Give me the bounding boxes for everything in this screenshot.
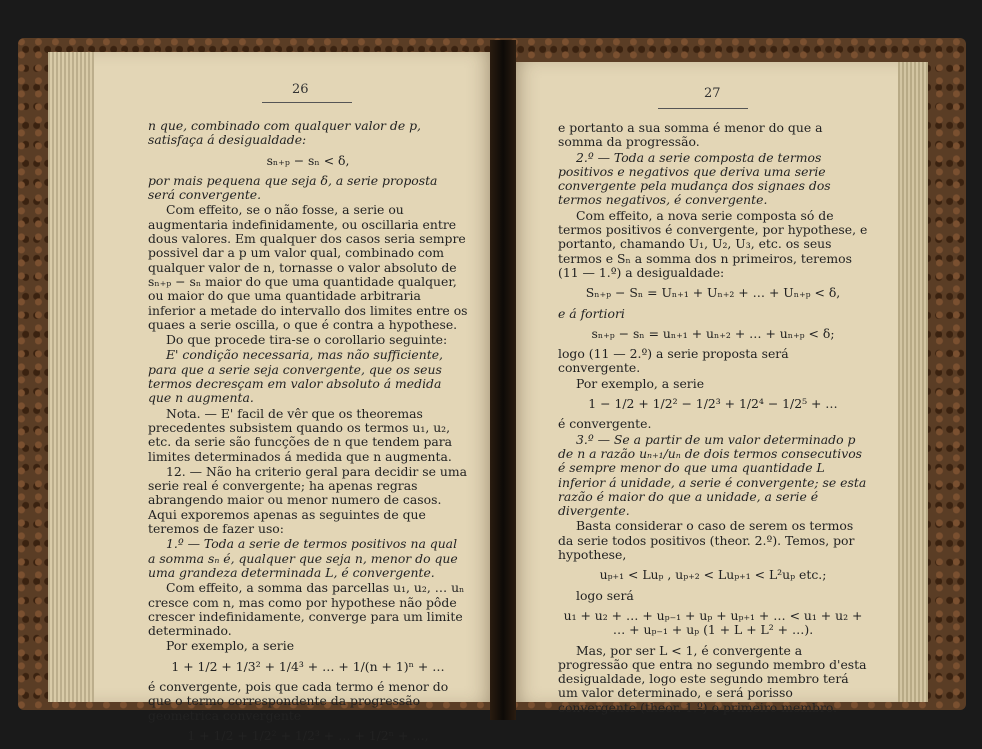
formula: 1 − 1/2 + 1/2² − 1/2³ + 1/2⁴ − 1/2⁵ + … — [588, 396, 838, 412]
formula: Sₙ₊ₚ − Sₙ = Uₙ₊₁ + Uₙ₊₂ + … + Uₙ₊ₚ < δ, — [585, 285, 841, 301]
text-paragraph: n que, combinado com qualquer valor de p, satisfaça á desigualdade: — [148, 118, 421, 148]
formula: uₚ₊₁ < Luₚ , uₚ₊₂ < Luₚ₊₁ < L²uₚ etc.; — [599, 567, 827, 583]
header-rule — [658, 108, 748, 109]
text-paragraph: é convergente. — [558, 416, 652, 432]
text-paragraph: Mas, por ser L < 1, é convergente a progressão que entra no segundo membro d'esta desigualdade, logo este segundo membro terá um valor determinado, e será porisso convergente (theor. 1.º) o primeiro membro. — [558, 642, 867, 715]
text-paragraph: 2.º — Toda a serie composta de termos positivos e negativos que deriva uma serie convergente pela mudança dos signaes dos termos negativos, é convergente. — [558, 149, 831, 208]
left-page — [94, 52, 498, 743]
text-paragraph: Do que procede tira-se o corollario seguinte: — [166, 332, 448, 348]
formula: 1 + 1/2 + 1/2² + 1/2³ + … + 1/2ⁿ + …, — [187, 727, 429, 743]
page-body — [558, 120, 868, 715]
page-body — [148, 118, 468, 749]
text-paragraph: logo (11 — 2.º) a serie proposta será convergente. — [558, 346, 789, 376]
header-rule — [262, 102, 352, 103]
text-paragraph: Com effeito, se o não fosse, a serie ou augmentaria indefinidamente, ou oscillaria entre dous valores. Em qualquer dos casos seria sempre possivel dar a p um valor qual, combinado com qualquer valor de n, tornasse o valor absoluto de sₙ₊ₚ − sₙ maior do que uma quantidade qualquer, ou maior do que uma quantidade arbitraria inferior a metade do intervallo dos limites entre os quaes a serie oscilla, o que é contra a hypothese. — [148, 202, 468, 332]
formula: u₁ + u₂ + … + uₚ₋₁ + uₚ + uₚ₊₁ + … < u₁ + u₂ + … + uₚ₋₁ + uₚ (1 + L + L² + …). — [563, 607, 863, 638]
text-paragraph: por mais pequena que seja δ, a serie proposta será convergente. — [148, 172, 438, 203]
text-paragraph: 1.º — Toda a serie de termos positivos na qual a somma sₙ é, qualquer que seja n, menor do que uma grandeza determinada L, é convergente. — [148, 536, 458, 580]
text-paragraph: Com effeito, a nova serie composta só de termos positivos é convergente, por hypothese, e portanto, chamando U₁, U₂, U₃, etc. os seus termos e Sₙ a somma dos n primeiros, teremos (11 — 1.º) a desigualdade: — [558, 207, 868, 280]
text-paragraph: E' condição necessaria, mas não sufficiente, para que a serie seja convergente, que os seus termos decresçam em valor absoluto á medida que n augmenta. — [148, 347, 443, 406]
text-paragraph: Basta considerar o caso de serem os termos da serie todos positivos (theor. 2.º). Temos, por hypothese, — [558, 518, 855, 563]
text-paragraph: 12. — Não ha criterio geral para decidir se uma serie real é convergente; ha apenas regras abrangendo maior ou menor numero de casos. Aqui exporemos apenas as seguintes de que teremos de fazer uso: — [148, 463, 468, 537]
text-paragraph: Por exemplo, a serie — [166, 638, 295, 654]
book-gutter — [490, 40, 516, 720]
formula: 1 + 1/2 + 1/3² + 1/4³ + … + 1/(n + 1)ⁿ + … — [171, 658, 445, 674]
text-paragraph: Por exemplo, a serie — [576, 375, 705, 391]
page-edges-left — [48, 52, 94, 702]
text-paragraph: logo será — [576, 587, 634, 603]
text-paragraph: e portanto a sua somma é menor do que a somma da progressão. — [558, 120, 823, 150]
text-paragraph: Com effeito, a somma das parcellas u₁, u₂, … uₙ cresce com n, mas como por hypothese não pôde crescer indefinidamente, converge para um limite determinado. — [148, 580, 465, 639]
page-number: 26 — [292, 82, 309, 97]
formula: sₙ₊ₚ − sₙ < δ, — [266, 152, 350, 168]
page-edges-right — [896, 62, 928, 702]
text-paragraph: é convergente, pois que cada termo é menor do que o termo correspondente da progressão geometrica convergente — [148, 678, 449, 723]
text-paragraph: Nota. — E' facil de vêr que os theoremas precedentes subsistem quando os termos u₁, u₂, etc. da serie são funcções de n que tendem para limites determinados á medida que n augmenta. — [148, 405, 453, 464]
page-number: 27 — [704, 86, 721, 101]
text-paragraph: 3.º — Se a partir de um valor determinado p de n a razão uₙ₊₁/uₙ de dois termos consecutivos é sempre menor do que uma quantidade L inferior á unidade, a serie é convergente; se esta razão é maior do que a unidade, a serie é divergente. — [558, 431, 867, 519]
formula: sₙ₊ₚ − sₙ = uₙ₊₁ + uₙ₊₂ + … + uₙ₊ₚ < δ; — [591, 325, 835, 341]
text-paragraph: e á fortiori — [558, 305, 625, 321]
right-page — [508, 62, 898, 715]
